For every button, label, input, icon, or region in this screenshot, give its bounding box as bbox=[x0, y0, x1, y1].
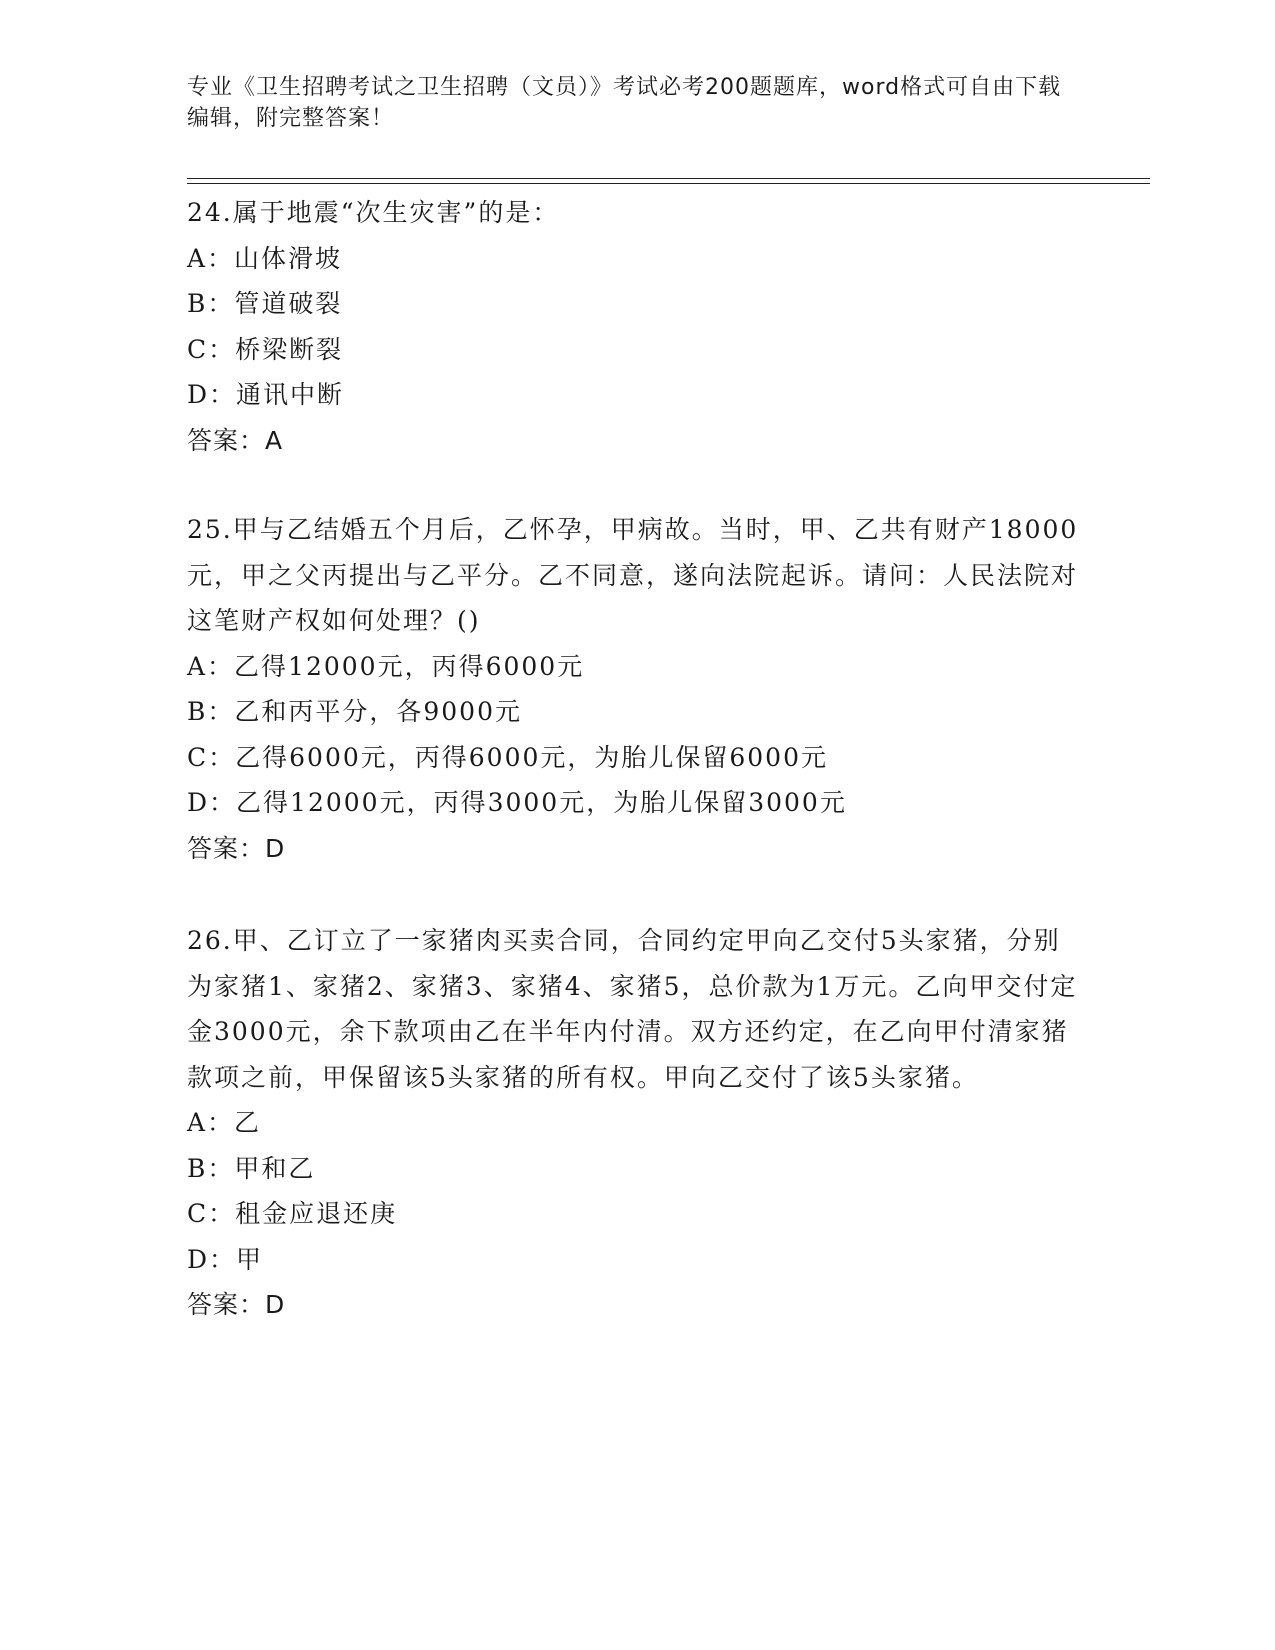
option-a: A：乙 bbox=[187, 1108, 262, 1137]
option-d: D：通讯中断 bbox=[187, 380, 345, 409]
option-b: B：甲和乙 bbox=[187, 1153, 316, 1183]
document-header: 专业《卫生招聘考试之卫生招聘（文员）》考试必考200题题库，word格式可自由下载编辑，附完整答案！ bbox=[187, 75, 1062, 131]
answer: 答案：D bbox=[187, 833, 286, 863]
question-25 bbox=[187, 507, 1087, 871]
option-b: B：管道破裂 bbox=[187, 289, 343, 318]
question-26 bbox=[187, 918, 1087, 1328]
question-24 bbox=[187, 190, 1087, 463]
header-divider-top bbox=[187, 178, 1150, 179]
header-divider-bottom bbox=[187, 183, 1150, 184]
option-c: C：桥梁断裂 bbox=[187, 334, 344, 364]
option-d: D：甲 bbox=[187, 1244, 264, 1274]
question-stem: 24.属于地震“次生灾害”的是： bbox=[187, 198, 560, 227]
question-stem: 26.甲、乙订立了一家猪肉买卖合同，合同约定甲向乙交付5头家猪，分别为家猪1、家猪2、家猪3、家猪4、家猪5，总价款为1万元。乙向甲交付定金3000元，余下款项由乙在半年内付清。双方还约定，在乙向甲付清家猪款项之前，甲保留该5头家猪的所有权。甲向乙交付了该5头家猪。 bbox=[187, 926, 1078, 1092]
option-c: C：乙得6000元，丙得6000元，为胎儿保留6000元 bbox=[187, 742, 828, 772]
question-stem: 25.甲与乙结婚五个月后，乙怀孕，甲病故。当时，甲、乙共有财产18000元，甲之父丙提出与乙平分。乙不同意，遂向法院起诉。请问：人民法院对这笔财产权如何处理？() bbox=[187, 515, 1079, 635]
option-c: C：租金应退还庚 bbox=[187, 1199, 398, 1228]
option-a: A：乙得12000元，丙得6000元 bbox=[187, 651, 585, 681]
option-a: A：山体滑坡 bbox=[187, 243, 343, 273]
answer: 答案：D bbox=[187, 1290, 286, 1319]
option-b: B：乙和丙平分，各9000元 bbox=[187, 697, 522, 726]
answer: 答案：A bbox=[187, 425, 284, 455]
option-d: D：乙得12000元，丙得3000元，为胎儿保留3000元 bbox=[187, 788, 847, 817]
